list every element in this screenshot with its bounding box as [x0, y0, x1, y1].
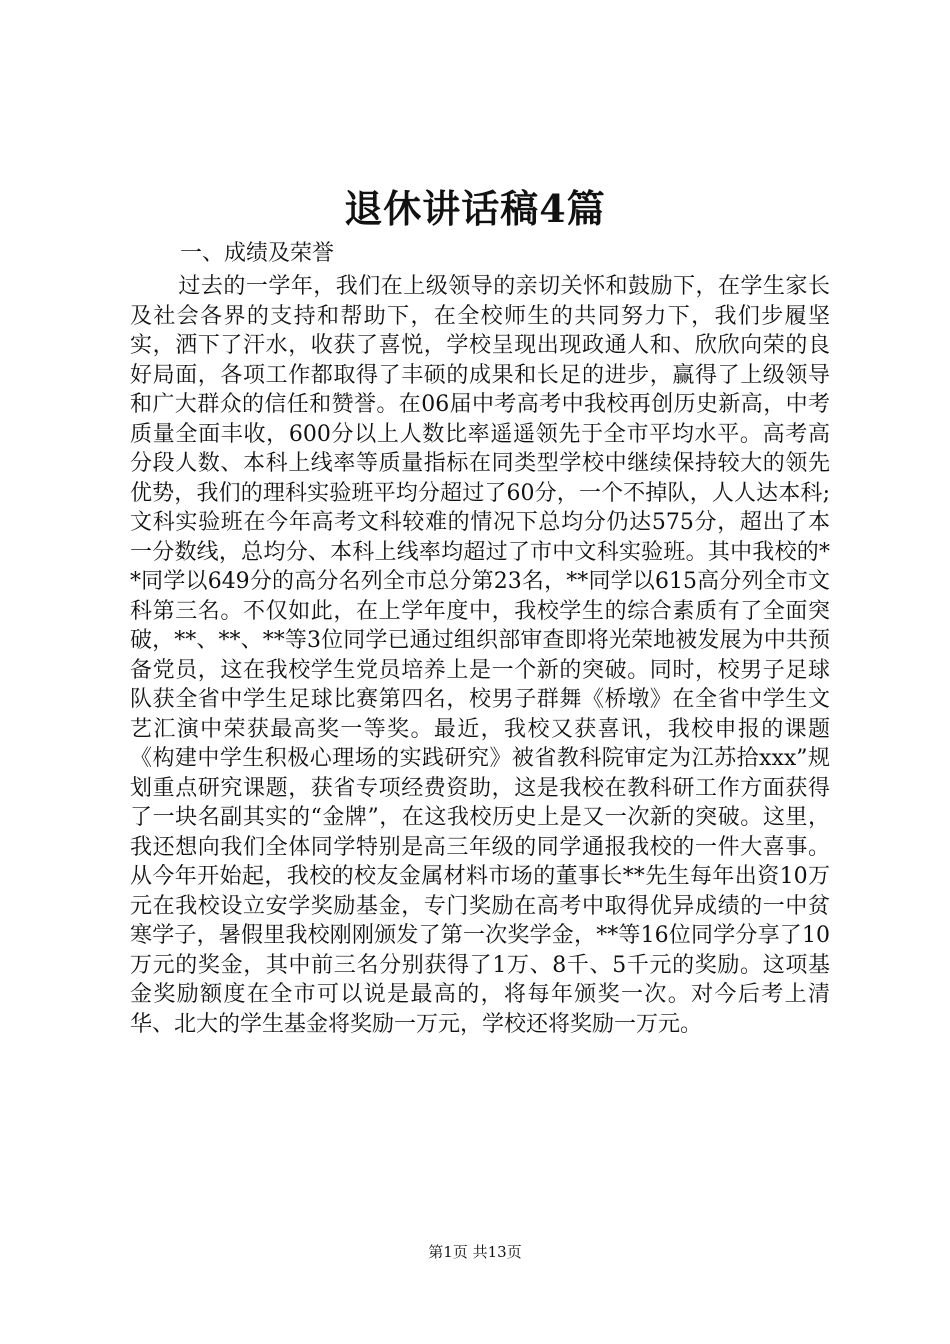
page-footer: 第1页 共13页 — [428, 1243, 522, 1261]
section-heading: 一、成绩及荣誉 — [180, 241, 335, 266]
body-paragraph: 过去的一学年，我们在上级领导的亲切关怀和鼓励下，在学生家长及社会各界的支持和帮助下，在全校师生的共同努力下，我们步履坚实，洒下了汗水，收获了喜悦，学校呈现出现政通人和、欣欣向荣的良好局面，各项工作都取得了丰硕的成果和长足的进步，赢得了上级领导和广大群众的信任和赞誉。在06届中考高考中我校再创历史新高，中考质量全面丰收，600分以上人数比率遥遥领先于全市平均水平。高考高分段人数、本科上线率等质量指标在同类型学校中继续保持较大的领先优势，我们的理科实验班平均分超过了60分，一个不掉队，人人达本科;文科实验班在今年高考文科较难的情况下总均分仍达575分，超出了本一分数线，总均分、本科上线率均超过了市中文科实验班。其中我校的**同学以649分的高分名列全市总分第23名，**同学以615高分列全市文科第三名。不仅如此，在上学年度中，我校学生的综合素质有了全面突破，**、**、**等3位同学已通过组织部审查即将光荣地被发展为中共预备党员，这在我校学生党员培养上是一个新的突破。同时，校男子足球队获全省中学生足球比赛第四名，校男子群舞《桥墩》在全省中学生文艺汇演中荣获最高奖一等奖。最近，我校又获喜讯，我校申报的课题《构建中学生积极心理场的实践研究》被省教科院审定为江苏拾xxx”规划重点研究课题，获省专项经费资助，这是我校在教科研工作方面获得了一块名副其实的“金牌”，在这我校历史上是又一次新的突破。这里，我还想向我们全体同学特别是高三年级的同学通报我校的一件大喜事。从今年开始起，我校的校友金属材料市场的董事长**先生每年出资10万元在我校设立安学奖励基金，专门奖励在高考中取得优异成绩的一中贫寒学子，暑假里我校刚刚颁发了第一次奖学金，**等16位同学分享了10万元的奖金，其中前三名分别获得了1万、8千、5千元的奖励。这项基金奖励额度在全市可以说是最高的，将每年颁奖一次。对今后考上清华、北大的学生基金将奖励一万元，学校还将奖励一万元。 — [130, 274, 830, 1037]
document-title: 退休讲话稿4篇 — [344, 186, 606, 231]
